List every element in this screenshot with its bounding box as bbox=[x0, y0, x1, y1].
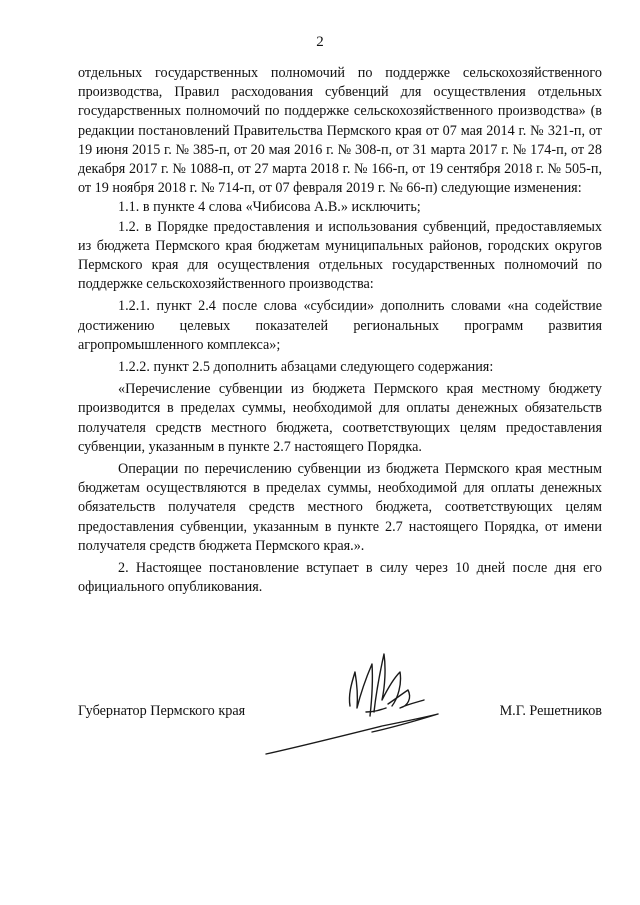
signatory-name: М.Г. Решетников bbox=[499, 703, 602, 719]
page-number: 2 bbox=[316, 34, 324, 50]
paragraph-quote-1: «Перечисление субвенции из бюджета Пермского края местному бюджету производится в пределах суммы, необходимой для оплаты денежных обязательств получателя средств местного бюджета, соответствующих целям предоставления субвенции, указанным в пункте 2.7 настоящего Порядка. bbox=[78, 381, 602, 455]
paragraph-item-1-1: 1.1. в пункте 4 слова «Чибисова А.В.» исключить; bbox=[118, 199, 421, 216]
signatory-title: Губернатор Пермского края bbox=[78, 703, 246, 719]
paragraph-quote-2: Операции по перечислению субвенции из бюджета Пермского края местным бюджетам осуществляются в пределах суммы, необходимой для оплаты денежных обязательств получателя средств местного бюджета, соответствующих целям предоставления субвенции, указанным в пункте 2.7 настоящего Порядка, от имени получателя средств бюджета Пермского края.». bbox=[78, 461, 602, 554]
paragraph-item-1-2-1: 1.2.1. пункт 2.4 после слова «субсидии» дополнить словами «на содействие достижению целевых показателей региональных программ развития агропромышленного комплекса»; bbox=[78, 298, 602, 353]
paragraph-item-2: 2. Настоящее постановление вступает в силу через 10 дней после дня его официального опубликования. bbox=[78, 560, 602, 596]
signature-block bbox=[78, 702, 602, 726]
document-body bbox=[78, 64, 602, 597]
paragraph-item-1-2: 1.2. в Порядке предоставления и использования субвенций, предоставляемых из бюджета Пермского края бюджетам муниципальных районов, городских округов Пермского края для осуществления отдельных государственных полномочий по поддержке сельскохозяйственного производства: bbox=[78, 218, 602, 293]
paragraph-intro: отдельных государственных полномочий по поддержке сельскохозяйственного производства, Правил расходования субвенций для осуществления отдельных государственных полномочий по поддержке сельскохозяйственного производства» (в редакции постановлений Правительства Пермского края от 07 мая 2014 г. № 321-п, от 19 июня 2015 г. № 385-п, от 20 мая 2016 г. № 308-п, от 31 марта 2017 г. № 174-п, от 28 декабря 2017 г. № 1088-п, от 27 марта 2018 г. № 166-п, от 19 сентября 2018 г. № 505-п, от 19 ноября 2018 г. № 714-п, от 07 февраля 2019 г. № 66-п) следующие изменения: bbox=[78, 65, 602, 197]
paragraph-item-1-2-2: 1.2.2. пункт 2.5 дополнить абзацами следующего содержания: bbox=[118, 359, 494, 376]
handwritten-signature bbox=[262, 642, 452, 760]
